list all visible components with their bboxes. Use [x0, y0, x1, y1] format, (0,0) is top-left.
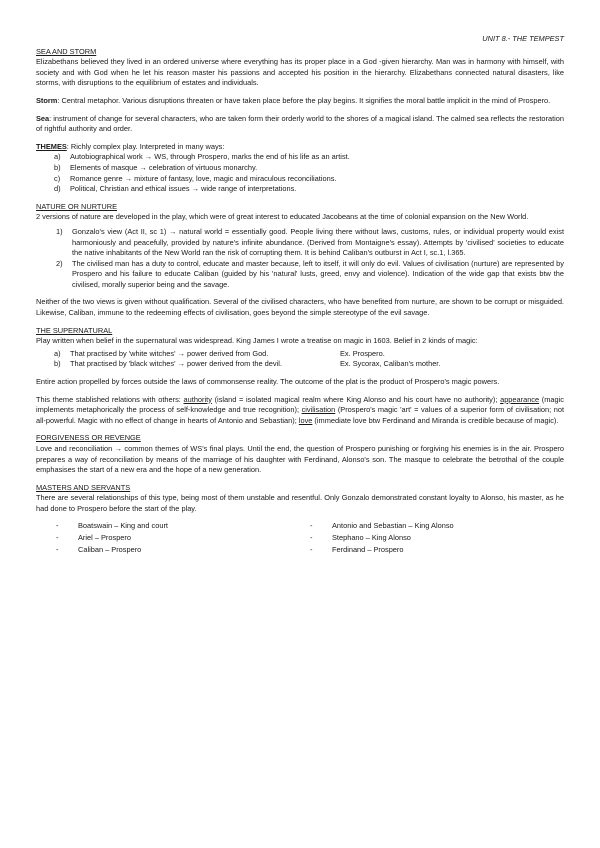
love-term: love [298, 415, 313, 425]
civilisation-term: civilisation [301, 405, 336, 415]
storm-label: Storm [36, 95, 58, 105]
nature-conclusion-paragraph: Neither of the two views is given without qualification. Several of the civilised characters, who have benefited from nurture, are shown to be corrupt or misguided. Likewise, Caliban, immune to the redeeming effects of civilisation, goes beyond the simple stereotype of the evil savage. [36, 297, 564, 318]
list-item: - Ariel – Prospero [56, 532, 131, 542]
list-item: - Antonio and Sebastian – King Alonso [310, 520, 454, 530]
list-item: - Stephano – King Alonso [310, 532, 411, 542]
list-item: 1) Gonzalo's view (Act II, sc 1) → natural world = essentially good. People living there without laws, customs, rules, or individual property would exist harmoniously and peacefully, provided by nature's infinite abundance. (Derived from Montaigne's essay). Attempts by 'civilised' societies to educate the native inhabitants of the New World ran the risk of corrupting them. It is behind Caliban's outburst in Act I, sc.1, l.365. [56, 226, 564, 258]
list-item: a) Autobiographical work → WS, through Prospero, marks the end of his life as an artist. [54, 152, 350, 162]
section-heading-supernatural: THE SUPERNATURAL [36, 325, 113, 335]
relationship-list-right [310, 520, 564, 556]
list-item: - Boatswain – King and court [56, 520, 168, 530]
supernatural-intro-paragraph: Play written when belief in the supernatural was widespread. King James I wrote a treatise on magic in 1603. Belief in 2 kinds of magic: [36, 336, 478, 346]
appearance-term: appearance [500, 394, 540, 404]
list-item: - Ferdinand – Prospero [310, 544, 404, 554]
list-item: c) Romance genre → mixture of fantasy, love, magic and miraculous reconciliations. [54, 173, 337, 183]
sea-text: : instrument of change for several characters, who are taken form their orderly world to the shores of a magical island. The calmed sea reflects the restoration of rightful authority and order. [36, 113, 564, 134]
section-heading-masters-and-servants: MASTERS AND SERVANTS [36, 482, 131, 492]
sea-label: Sea [36, 113, 50, 123]
nature-intro-paragraph: 2 versions of nature are developed in the play, which were of great interest to educated Jacobeans at the time of colonial expansion on the New World. [36, 212, 529, 222]
relationship-list-left [56, 520, 310, 556]
forgiveness-paragraph: Love and reconciliation → common themes of WS's final plays. Until the end, the question of Prospero punishing or forgiving his enemies is in the air. Prospero prepares a way of reconciliation by means of the marriage of his daughter with Ferdinand, Alonso's son. The masque to celebrate the betrothal of the couple emphasises the start of a new era and the hope of a new generation. [36, 444, 564, 475]
unit-title: UNIT 8.- THE TEMPEST [482, 34, 564, 43]
sea-paragraph [36, 114, 564, 135]
list-item: - Caliban – Prospero [56, 544, 142, 554]
nature-views-list [36, 227, 564, 291]
storm-paragraph [36, 96, 564, 107]
section-heading-forgiveness-or-revenge: FORGIVENESS OR REVENGE [36, 433, 141, 443]
masters-intro-paragraph: There are several relationships of this type, being most of them unstable and resentful. Only Gonzalo demonstrated constant loyalty to Alonso, his master, as he had done to Prospero before the start of the play. [36, 493, 564, 513]
section-heading-sea-and-storm: SEA AND STORM [36, 46, 97, 56]
list-item: d) Political, Christian and ethical issues → wide range of interpretations. [54, 184, 297, 194]
list-item: b) That practised by 'black witches' → power derived from the devil. Ex. Sycorax, Caliban's mother. [54, 359, 441, 369]
supernatural-action-paragraph: Entire action propelled by forces outside the laws of commonsense reality. The outcome of the plat is the product of Prospero's magic powers. [36, 377, 500, 387]
magic-kinds-list [36, 349, 564, 370]
sea-intro-paragraph: Elizabethans believed they lived in an ordered universe where everything has its proper place in a God -given hierarchy. Man was in harmony with himself, with society and with God when he let his reason master his passions and accepted his position in the hierarchy. Elizabethans connected natural disasters, like storms, with disruptions to the equilibrium of estates and individuals. [36, 57, 564, 88]
list-item: 2) The civilised man has a duty to control, educate and master because, left to itself, it will only do evil. Values of civilisation (nurture) are represented by Prospero and his failure to educate Caliban (guided by his 'natural' lusts, greed, envy and violence). Indication of the wide gap that exists btw the civilised, morally superior being and the savage. [56, 258, 564, 289]
list-item: a) That practised by 'white witches' → power derived from God. Ex. Prospero. [54, 348, 385, 358]
themes-intro: : Richly complex play. Interpreted in many ways: [66, 141, 225, 151]
themes-list [36, 152, 564, 194]
storm-text: : Central metaphor. Various disruptions threaten or have taken place before the play begins. It signifies the moral battle implicit in the mind of Prospero. [57, 95, 551, 105]
section-heading-nature-or-nurture: NATURE OR NURTURE [36, 201, 118, 211]
supernatural-relations-paragraph: This theme stablished relations with others: authority (island = isolated magical realm where King Alonso and his court have no authority); appearance (magic implements metaphorically the process of self-knowledge and true recognition); civilisation (Prospero's magic 'art' = values of a superior form of civilisation; not all-powerful. Magic with no effect of change in hearts of Antonio and Sebastian); love (immediate love btw Ferdinand and Miranda is credible because of magic). [36, 394, 564, 425]
themes-label: THEMES [36, 141, 67, 151]
relationship-pairs [36, 520, 564, 556]
themes-paragraph [36, 142, 564, 153]
list-item: b) Elements of masque → celebration of virtuous monarchy. [54, 162, 258, 172]
authority-term: authority [183, 394, 212, 404]
